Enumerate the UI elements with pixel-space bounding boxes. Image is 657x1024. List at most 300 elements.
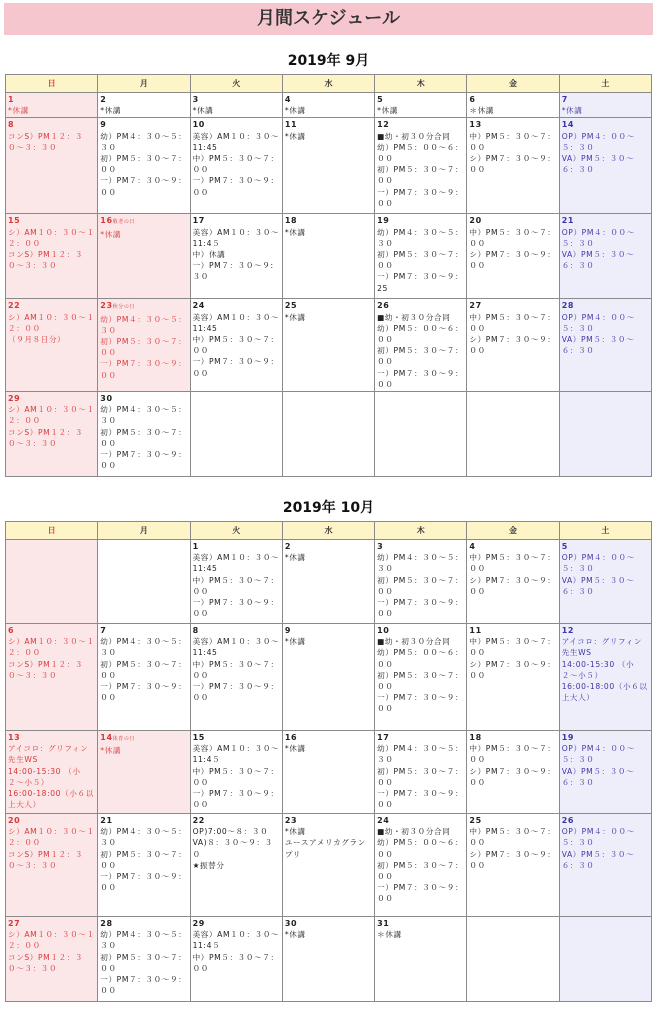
day-number: 21 (100, 816, 113, 825)
day-number-row (285, 625, 372, 636)
day-number: 1 (192, 542, 199, 551)
schedule-entry: VA）PM５：３０〜６：３０ (561, 335, 635, 356)
schedule-entry: 幼）PM４：３０〜５：３０ (377, 744, 464, 765)
schedule-entry: 幼）PM５：００〜６：００ (377, 142, 464, 164)
schedule-entry: コンS）PM１２：３０〜３：３０ (8, 250, 84, 271)
schedule-entry: VA）PM５：３０〜６：３０ (561, 766, 635, 787)
schedule-entry: 幼）PM４：３０〜５：３０ (100, 637, 187, 658)
schedule-entry: *休講 (377, 106, 398, 116)
day-number-row (469, 215, 556, 226)
schedule-entry: *休講 (100, 229, 122, 239)
schedule-entry: 幼）PM５：００〜６：００ (377, 648, 464, 669)
schedule-entry: シ）PM７：３０〜９：００ (469, 154, 556, 175)
day-number-row (193, 541, 280, 552)
schedule-entry: 中）PM５：３０〜７：００ (469, 744, 556, 765)
schedule-entry: 一）PM７：３０〜９：００ (377, 187, 464, 208)
day-cell (6, 731, 98, 814)
day-cell (98, 214, 190, 299)
day-number: 7 (561, 95, 568, 104)
schedule-entry: *休講 (284, 637, 306, 647)
schedule-entry: OP）PM４：００〜５：３０ (561, 131, 635, 152)
day-number: 31 (377, 919, 390, 928)
schedule-entry: 14:00-15:30 （小２〜小５） (8, 766, 81, 787)
schedule-entry: 一）PM７：３０〜９：００ (377, 883, 464, 904)
schedule-entry: 幼）PM５：００〜６：００ (377, 838, 464, 859)
schedule-entry: シ）AM１０：３０〜１２：００ (8, 405, 95, 426)
week-row (6, 299, 652, 392)
day-number-row (562, 119, 649, 130)
day-cell (559, 93, 651, 118)
schedule-entry: 一）PM７：３０〜９：００ (100, 872, 187, 893)
schedule-entry: 一）PM７：３０〜９：００ (377, 789, 464, 810)
schedule-entry: 中）PM５：３０〜７：００ (192, 659, 279, 680)
day-cell (6, 624, 98, 731)
day-number-row (285, 732, 372, 743)
day-number: 18 (469, 733, 482, 742)
day-cell (559, 540, 651, 624)
day-cell (375, 917, 467, 1002)
schedule-entry: 中）休講 (192, 250, 226, 260)
schedule-entry: ■幼・初３０分合同 (377, 637, 451, 647)
day-cell (282, 917, 374, 1002)
day-number: 27 (469, 301, 482, 311)
weekday-header: 火 (190, 522, 282, 540)
schedule-entry: コンS）PM１２：３０〜３：３０ (8, 659, 84, 680)
schedule-entry: 16:00-18:00（小６以上大人） (8, 789, 94, 810)
day-number-row (469, 300, 556, 311)
day-number-row (377, 94, 464, 105)
schedule-entry: 一）PM７：３０〜９：００ (192, 176, 279, 197)
schedule-entry: 美容）AM１０：３０〜11:4５ (192, 744, 280, 765)
day-cell (190, 392, 282, 477)
day-number-row (285, 119, 372, 130)
day-number-row (562, 815, 649, 826)
day-number-row (562, 625, 649, 636)
week-row (6, 540, 652, 624)
day-cell (282, 93, 374, 118)
schedule-entry: 美容）AM１０：３０〜11:45 (192, 131, 280, 152)
schedule-entry: 一）PM７：３０〜９：００ (192, 789, 279, 810)
schedule-entry: 中）PM５：３０〜７：００ (469, 312, 556, 333)
day-number: 15 (8, 216, 21, 226)
day-cell (98, 540, 190, 624)
weekday-header: 水 (282, 522, 374, 540)
holiday-name: 秋分の日 (112, 304, 136, 311)
schedule-entry: 美容）AM１０：３０〜11:4５ (192, 227, 280, 248)
day-cell (467, 917, 559, 1002)
schedule-entry: OP）PM４：００〜５：３０ (561, 744, 635, 765)
day-cell (467, 392, 559, 477)
day-number: 6 (8, 626, 15, 635)
day-number-row (193, 215, 280, 226)
schedule-entry: 初）PM５：３０〜７：００ (377, 860, 464, 882)
schedule-entry: VA）PM５：３０〜６：３０ (561, 849, 635, 870)
schedule-entry: *休講 (100, 106, 122, 116)
day-number: 16 (284, 733, 298, 742)
schedule-entry: 幼）PM４：３０〜５：３０ (100, 314, 187, 335)
day-number: 17 (192, 216, 205, 226)
schedule-entry: 一）PM７：３０〜９：25 (377, 272, 464, 293)
day-number-row (100, 625, 187, 636)
schedule-entry: OP）PM４：００〜５：３０ (561, 827, 635, 848)
day-number: 4 (284, 95, 292, 104)
day-number: 23 (100, 301, 113, 311)
day-number: 30 (100, 394, 113, 404)
day-cell (282, 624, 374, 731)
day-number-row (8, 215, 95, 226)
day-number: 26 (561, 816, 575, 825)
day-cell (467, 214, 559, 299)
schedule-entry: コンS）PM１２：３０〜３：３０ (8, 427, 84, 448)
day-cell (98, 624, 190, 731)
schedule-entry: 美容）AM１０：３０〜11:45 (192, 637, 280, 658)
schedule-entry: *休講 (284, 744, 306, 754)
schedule-entry: 初）PM５：３０〜７：００ (377, 670, 464, 692)
day-number-row (8, 300, 95, 311)
schedule-entry: ＊休講 (377, 930, 402, 940)
schedule-entry: 一）PM７：３０〜９：００ (100, 359, 187, 380)
day-number-row (469, 815, 556, 826)
day-cell (6, 392, 98, 477)
day-number: 20 (469, 216, 482, 226)
day-number-row (8, 94, 95, 105)
day-number-row (100, 918, 187, 929)
day-number-row (193, 815, 280, 826)
schedule-entry: シ）AM１０：３０〜１２：００ (8, 637, 95, 658)
day-number: 2 (100, 95, 107, 104)
week-row (6, 93, 652, 118)
day-number: 8 (192, 626, 199, 635)
schedule-entry: 中）PM５：３０〜７：００ (192, 575, 279, 596)
day-cell (6, 214, 98, 299)
day-cell (375, 392, 467, 477)
schedule-entry: アイコロ：グリフィン先生WS (561, 637, 643, 658)
day-cell (467, 731, 559, 814)
day-number: 3 (192, 95, 199, 104)
holiday-name: 体育の日 (112, 736, 136, 742)
schedule-entry: （９月８日分） (8, 335, 66, 345)
day-cell (282, 118, 374, 214)
schedule-entry: 幼）PM４：３０〜５：３０ (100, 405, 187, 426)
day-number-row (377, 119, 464, 130)
schedule-entry: *休講 (192, 106, 214, 116)
weekday-header: 月 (98, 522, 190, 540)
schedule-entry: OP）PM４：００〜５：３０ (561, 553, 635, 574)
day-number-row (193, 119, 280, 130)
day-cell (98, 392, 190, 477)
schedule-entry: 一）PM７：３０〜９：００ (192, 682, 279, 703)
schedule-entry: *休講 (284, 930, 306, 940)
day-number-row (100, 393, 187, 404)
day-number-row (100, 300, 187, 313)
weekday-header: 火 (190, 75, 282, 93)
day-cell (190, 814, 282, 917)
day-number-row (193, 94, 280, 105)
day-number: 11 (469, 626, 482, 635)
day-cell (375, 93, 467, 118)
schedule-entry: 中）PM５：３０〜７：００ (192, 766, 279, 787)
schedule-entry: 初）PM５：３０〜７：００ (377, 165, 464, 186)
day-number-row (100, 732, 187, 745)
day-cell (559, 624, 651, 731)
schedule-entry: 美容）AM１０：３０〜11:4５ (192, 930, 280, 951)
weekday-header: 金 (467, 522, 559, 540)
schedule-entry: VA）PM５：３０〜６：３０ (561, 250, 635, 271)
day-cell (559, 214, 651, 299)
day-number-row (193, 918, 280, 929)
day-number-row (8, 393, 95, 404)
day-number: 19 (561, 733, 575, 742)
schedule-entry: 中）PM５：３０〜７：００ (469, 131, 556, 152)
day-number: 10 (192, 120, 205, 130)
day-number: 7 (100, 626, 107, 635)
schedule-entry: 幼）PM４：３０〜５：３０ (377, 553, 464, 574)
schedule-entry: 幼）PM５：００〜６：００ (377, 323, 464, 345)
day-number-row (377, 300, 464, 311)
schedule-entry: VA）PM５：３０〜６：３０ (561, 575, 635, 596)
day-number-row (562, 541, 649, 552)
schedule-entry: *休講 (284, 131, 306, 141)
day-cell (98, 118, 190, 214)
day-number-row (285, 541, 372, 552)
day-cell (559, 299, 651, 392)
day-cell (375, 118, 467, 214)
day-number: 25 (284, 301, 298, 311)
day-cell (559, 917, 651, 1002)
schedule-entry: *休講 (100, 746, 122, 756)
day-cell (98, 299, 190, 392)
schedule-entry: OP）PM４：００〜５：３０ (561, 227, 635, 248)
day-number: 24 (377, 816, 390, 825)
day-number-row (377, 215, 464, 226)
day-number-row (285, 215, 372, 226)
day-cell (375, 814, 467, 917)
day-number-row (377, 732, 464, 743)
week-row (6, 917, 652, 1002)
day-number: 29 (8, 394, 21, 404)
schedule-entry: コンS）PM１２：３０〜３：３０ (8, 849, 84, 870)
week-row (6, 118, 652, 214)
schedule-entry: 一）PM７：３０〜９：００ (377, 598, 464, 619)
day-cell (467, 624, 559, 731)
schedule-entry: 一）PM７：３０〜９：００ (377, 693, 464, 714)
day-cell (282, 214, 374, 299)
day-number: 1 (8, 95, 15, 104)
day-cell (190, 118, 282, 214)
day-number: 17 (377, 733, 390, 742)
day-number: 8 (8, 120, 15, 130)
day-number: 9 (100, 120, 107, 130)
schedule-entry: 初）PM５：３０〜７：００ (100, 154, 187, 175)
day-cell (98, 917, 190, 1002)
schedule-entry: 初）PM５：３０〜７：００ (100, 427, 187, 448)
day-number: 5 (377, 95, 384, 104)
day-number-row (285, 94, 372, 105)
week-row (6, 392, 652, 477)
schedule-entry: *休講 (8, 106, 29, 116)
day-cell (190, 917, 282, 1002)
schedule-entry: *休講 (284, 553, 306, 563)
day-number-row (469, 94, 556, 105)
day-number-row (193, 300, 280, 311)
day-number: 19 (377, 216, 390, 226)
week-row (6, 731, 652, 814)
schedule-entry: ユースアメリカグランプリ (284, 838, 366, 859)
day-cell (559, 814, 651, 917)
schedule-entry: 幼）PM４：３０〜５：３０ (100, 827, 187, 848)
day-number: 21 (561, 216, 575, 226)
schedule-entry: 中）PM５：３０〜７：００ (469, 553, 556, 574)
schedule-entry: ＊休講 (469, 106, 494, 116)
schedule-entry: *休講 (284, 312, 306, 322)
day-cell (190, 299, 282, 392)
schedule-entry: ■幼・初３０分合同 (377, 131, 451, 141)
day-cell (6, 299, 98, 392)
day-number: 9 (284, 626, 292, 635)
schedule-entry: コンS）PM１２：３０〜３：３０ (8, 952, 84, 973)
day-number-row (562, 94, 649, 105)
schedule-entry: 中）PM５：３０〜７：００ (469, 227, 556, 248)
day-cell (282, 392, 374, 477)
day-cell (98, 731, 190, 814)
day-cell (190, 540, 282, 624)
day-cell (375, 214, 467, 299)
day-number-row (193, 625, 280, 636)
schedule-entry: 中）PM５：３０〜７：００ (192, 335, 279, 356)
day-number-row (562, 300, 649, 311)
day-cell (282, 540, 374, 624)
day-cell (559, 118, 651, 214)
day-number: 18 (284, 216, 298, 226)
day-number: 11 (284, 120, 298, 130)
schedule-entry: 幼）PM４：３０〜５：３０ (100, 930, 187, 951)
holiday-name: 敬老の日 (112, 219, 136, 226)
day-number: 13 (8, 733, 21, 742)
day-cell (6, 93, 98, 118)
day-cell (190, 93, 282, 118)
day-number-row (562, 215, 649, 226)
day-cell (467, 299, 559, 392)
day-cell (375, 624, 467, 731)
schedule-entry: 初）PM５：３０〜７：００ (100, 659, 187, 680)
week-row (6, 624, 652, 731)
schedule-entry: コンS）PM１２：３０〜３：３０ (8, 131, 84, 152)
schedule-entry: 一）PM７：３０〜９：００ (100, 975, 187, 996)
schedule-entry: 美容）AM１０：３０〜11:45 (192, 553, 280, 574)
weekday-header: 木 (375, 522, 467, 540)
day-number-row (8, 119, 95, 130)
schedule-entry: シ）PM７：３０〜９：００ (469, 766, 556, 787)
weekday-header: 日 (6, 522, 98, 540)
schedule-entry: ■幼・初３０分合同 (377, 827, 451, 837)
weekday-header: 水 (282, 75, 374, 93)
day-number-row (8, 732, 95, 743)
day-number-row (100, 215, 187, 228)
schedule-entry: 一）PM７：３０〜９:３０ (192, 261, 274, 282)
day-cell (467, 814, 559, 917)
schedule-entry: 中）PM５：３０〜７：００ (469, 827, 556, 848)
day-number: 5 (561, 542, 568, 551)
schedule-entry: VA)８：３０〜９：３０ (192, 838, 273, 859)
day-number-row (285, 918, 372, 929)
schedule-entry: ★振替分 (192, 860, 225, 870)
day-cell (467, 93, 559, 118)
day-number-row (469, 732, 556, 743)
schedule-entry: シ）PM７：３０〜９：００ (469, 250, 556, 271)
schedule-entry: 幼）PM４：３０〜５：３０ (100, 131, 187, 152)
schedule-entry: 一）PM７：３０〜９：００ (100, 682, 187, 703)
schedule-entry: シ）PM７：３０〜９：００ (469, 335, 556, 356)
day-cell (190, 214, 282, 299)
page-title: 月間スケジュール (4, 3, 653, 35)
day-cell (6, 917, 98, 1002)
day-number-row (469, 119, 556, 130)
day-number: 22 (192, 816, 205, 825)
day-number: 27 (8, 919, 21, 928)
schedule-entry: OP）PM４：００〜５：３０ (561, 312, 635, 333)
day-cell (467, 118, 559, 214)
schedule-entry: 中）PM５：３０〜７：００ (192, 154, 279, 175)
schedule-entry: VA）PM５：３０〜６：３０ (561, 154, 635, 175)
day-number: 15 (192, 733, 205, 742)
week-row (6, 814, 652, 917)
day-number-row (377, 625, 464, 636)
day-cell (375, 540, 467, 624)
day-cell (467, 540, 559, 624)
day-number: 14 (561, 120, 575, 130)
schedule-entry: シ）PM７：３０〜９：００ (469, 849, 556, 870)
day-number-row (8, 918, 95, 929)
calendar-september (5, 74, 652, 477)
day-number: 3 (377, 542, 384, 551)
schedule-entry: OP)7:00〜８：３０ (192, 827, 269, 837)
day-cell (6, 540, 98, 624)
day-number-row (562, 732, 649, 743)
schedule-entry: 一）PM７：３０〜９：００ (192, 598, 279, 619)
day-number-row (100, 815, 187, 826)
day-number: 10 (377, 626, 390, 635)
day-cell (559, 731, 651, 814)
day-number: 23 (284, 816, 298, 825)
day-number: 12 (377, 120, 390, 130)
day-number: 24 (192, 301, 205, 311)
schedule-entry: シ）AM１０：３０〜１２：００ (8, 827, 95, 848)
schedule-entry: ■幼・初３０分合同 (377, 312, 451, 322)
day-cell (559, 392, 651, 477)
schedule-entry: *休講 (284, 227, 306, 237)
day-number: 29 (192, 919, 205, 928)
week-row (6, 214, 652, 299)
schedule-entry: 初）PM５：３０〜７：００ (377, 766, 464, 787)
schedule-entry: シ）PM７：３０〜９：００ (469, 659, 556, 680)
schedule-entry: *休講 (561, 106, 583, 116)
day-cell (282, 814, 374, 917)
day-number: 6 (469, 95, 476, 104)
day-number-row (8, 625, 95, 636)
schedule-entry: 一）PM７：３０〜９：００ (100, 450, 187, 471)
day-number-row (377, 918, 464, 929)
schedule-entry: 初）PM５：３０〜７：００ (100, 849, 187, 870)
day-cell (190, 731, 282, 814)
day-number: 28 (561, 301, 575, 311)
day-number: 28 (100, 919, 113, 928)
schedule-entry: 中）PM５：３０〜７：００ (469, 637, 556, 658)
weekday-header: 土 (559, 75, 651, 93)
day-number: 26 (377, 301, 390, 311)
day-number-row (469, 541, 556, 552)
day-number-row (285, 300, 372, 311)
day-number: 22 (8, 301, 21, 311)
